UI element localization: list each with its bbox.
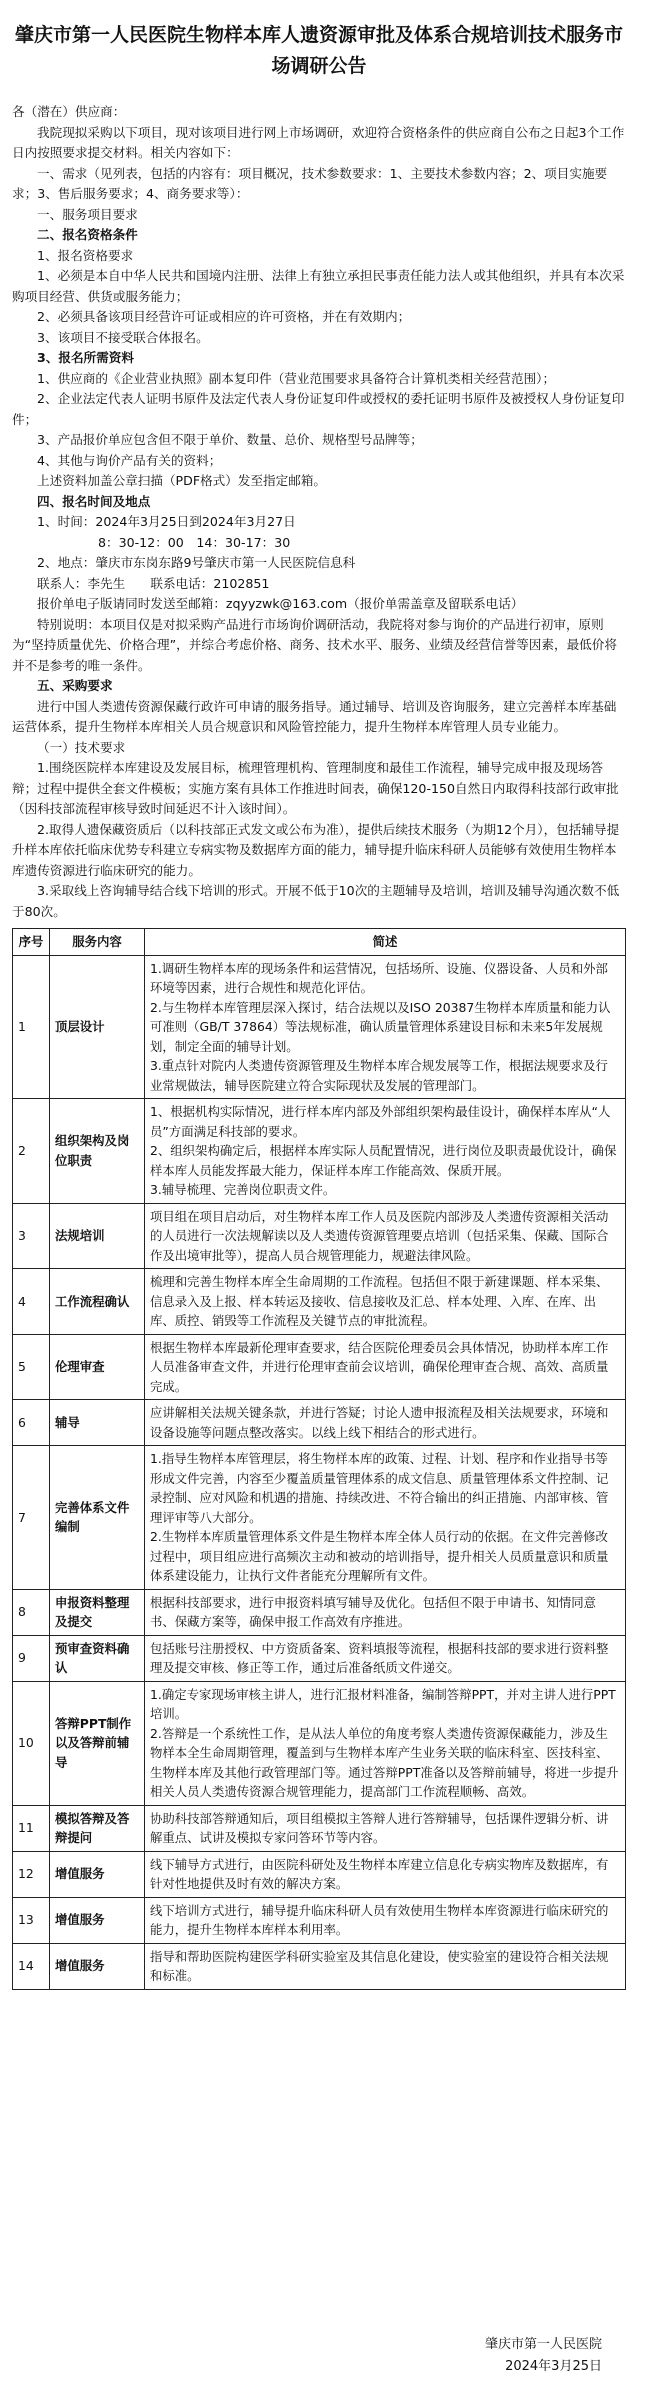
- row-description: [145, 1446, 626, 1590]
- section-4-title: 四、报名时间及地点: [37, 493, 151, 509]
- intro-text: 我院现拟采购以下项目，现对该项目进行网上市场调研，欢迎符合资格条件的供应商自公布之日起3个工作日内按照要求提交材料。相关内容如下：: [12, 124, 625, 160]
- section-1-title: 一、需求（见列表，包括的内容有：项目概况，技术参数要求：1、主要技术参数内容；2、项目实施要求；3、售后服务要求；4、商务要求等）：: [12, 165, 608, 201]
- description-paragraph: 项目组在项目启动后，对生物样本库工作人员及医院内部涉及人类遗传资源相关活动的人员进行一次法规解读以及人类遗传资源管理要点培训（包括采集、保藏、国际合作及出境审批等），提高人员合规管理能力，规避法律风险。: [150, 1208, 609, 1263]
- row-index: 5: [13, 1334, 50, 1400]
- table-row: [13, 1269, 626, 1335]
- contact-line: 联系人：李先生 联系电话：2102851: [37, 575, 270, 591]
- material-item: 1、供应商的《企业营业执照》副本复印件（营业范围要求具备符合计算机类相关经营范围）；: [37, 370, 556, 386]
- table-row: [13, 1805, 626, 1851]
- section-1-item: 一、服务项目要求: [37, 206, 138, 222]
- row-description: [145, 1897, 626, 1943]
- table-row: [13, 1099, 626, 1204]
- row-index: 7: [13, 1446, 50, 1590]
- page-title: 肇庆市第一人民医院生物样本库人遗资源审批及体系合规培训技术服务市场调研公告: [14, 24, 623, 77]
- requirement-item: 1.围绕医院样本库建设及发展目标，梳理管理机构、管理制度和最佳工作流程，辅导完成申报及现场答辩；过程中提供全套文件模板；实施方案有具体工作推进时间表，确保120-150自然日内取得科技部行政审批（因科技部流程审核导致时间延迟不计入该时间）。: [12, 760, 619, 816]
- description-paragraph: 1.指导生物样本库管理层，将生物样本库的政策、过程、计划、程序和作业指导书等形成文件完善，内容至少覆盖质量管理体系的成文信息、质量管理体系文件控制、记录控制、应对风险和机遇的措施、持续改进、不符合输出的纠正措施、内部审核、管理评审等八大部分。: [150, 1451, 609, 1525]
- row-description: [145, 1805, 626, 1851]
- row-service-name: 完善体系文件编制: [50, 1446, 145, 1590]
- row-description: [145, 1400, 626, 1446]
- row-description: [145, 1334, 626, 1400]
- row-service-name: 模拟答辩及答辩提问: [50, 1805, 145, 1851]
- row-description: [145, 1681, 626, 1805]
- location-line: 2、地点：肇庆市东岗东路9号肇庆市第一人民医院信息科: [37, 555, 356, 570]
- row-service-name: 法规培训: [50, 1203, 145, 1269]
- row-description: [145, 1943, 626, 1989]
- table-row: [13, 955, 626, 1099]
- table-row: [13, 1589, 626, 1635]
- description-paragraph: 协助科技部答辩通知后，项目组模拟主答辩人进行答辩辅导，包括课件逻辑分析、讲解重点、试讲及模拟专家问答环节等内容。: [150, 1810, 609, 1845]
- row-description: [145, 1851, 626, 1897]
- row-index: 8: [13, 1589, 50, 1635]
- description-paragraph: 线下培训方式进行，辅导提升临床科研人员有效使用生物样本库资源进行临床研究的能力，提升生物样本库样本利用率。: [150, 1902, 609, 1937]
- table-row: [13, 1681, 626, 1805]
- special-note: 特别说明：本项目仅是对拟采购产品进行市场询价调研活动，我院将对参与询价的产品进行初审，原则为“坚持质量优先、价格合理”，并综合考虑价格、商务、技术水平、服务、业绩及经营信誉等因素，最低价将并不是参考的唯一条件。: [12, 616, 617, 673]
- description-paragraph: 应讲解相关法规关键条款，并进行答疑；讨论人遗申报流程及相关法规要求，环境和设备设施等问题点整改落实。以线上线下相结合的形式进行。: [150, 1405, 609, 1440]
- table-row: [13, 1897, 626, 1943]
- material-item: 3、产品报价单应包含但不限于单价、数量、总价、规格型号品牌等；: [37, 432, 423, 447]
- section-5-sub: （一）技术要求: [37, 739, 126, 755]
- service-table: [12, 928, 626, 1990]
- material-item: 上述资料加盖公章扫描（PDF格式）发至指定邮箱。: [37, 473, 327, 488]
- section-2-sub-3: 3、报名所需资料: [37, 350, 134, 365]
- footer-date: 2024年3月25日: [505, 2359, 602, 2374]
- row-index: 11: [13, 1805, 50, 1851]
- header-index: 序号: [13, 929, 50, 956]
- requirement-item: 3.采取线上咨询辅导结合线下培训的形式。开展不低于10次的主题辅导及培训，培训及辅导沟通次数不低于80次。: [12, 883, 620, 919]
- table-header-row: [13, 929, 626, 956]
- row-service-name: 组织架构及岗位职责: [50, 1099, 145, 1204]
- row-index: 1: [13, 955, 50, 1099]
- row-service-name: 增值服务: [50, 1897, 145, 1943]
- row-index: 2: [13, 1099, 50, 1204]
- description-paragraph: 3.重点针对院内人类遗传资源管理及生物样本库合规发展等工作，根据法规要求及行业常规做法，辅导医院建立符合实际现状及发展的管理部门。: [150, 1058, 608, 1093]
- description-paragraph: 3.辅导梳理、完善岗位职责文件。: [150, 1182, 336, 1197]
- table-row: [13, 1400, 626, 1446]
- qualification-item: 2、必须具备该项目经营许可证或相应的许可资格，并在有效期内；: [37, 309, 411, 324]
- row-index: 10: [13, 1681, 50, 1805]
- description-paragraph: 包括账号注册授权、中方资质备案、资料填报等流程，根据科技部的要求进行资料整理及提交审核、修正等工作，通过后准备纸质文件递交。: [150, 1640, 609, 1675]
- row-index: 13: [13, 1897, 50, 1943]
- row-service-name: 申报资料整理及提交: [50, 1589, 145, 1635]
- material-item: 2、企业法定代表人证明书原件及法定代表人身份证复印件或授权的委托证明书原件及被授权人身份证复印件；: [12, 391, 625, 427]
- salutation: 各（潜在）供应商：: [12, 104, 126, 119]
- description-paragraph: 1.确定专家现场审核主讲人，进行汇报材料准备，编制答辩PPT，并对主讲人进行PPT培训。: [150, 1686, 616, 1721]
- material-item: 4、其他与询价产品有关的资料；: [37, 452, 222, 468]
- description-paragraph: 梳理和完善生物样本库全生命周期的工作流程。包括但不限于新建课题、样本采集、信息录入及上报、样本转运及接收、信息接收及汇总、样本处理、入库、在库、出库、质控、销毁等工作流程及关键节点的审批流程。: [150, 1274, 609, 1328]
- table-row: [13, 1203, 626, 1269]
- qualification-item: 1、必须是本自中华人民共和国境内注册、法律上有独立承担民事责任能力法人或其他组织，并具有本次采购项目经营、供货或服务能力；: [12, 268, 625, 304]
- description-paragraph: 根据科技部要求，进行申报资料填写辅导及优化。包括但不限于申请书、知情同意书、保藏方案等，确保申报工作高效有序推进。: [150, 1594, 597, 1629]
- row-service-name: 增值服务: [50, 1851, 145, 1897]
- description-paragraph: 2.与生物样本库管理层深入探讨，结合法规以及ISO 20387生物样本库质量和能力认可准则（GB/T 37864）等法规标准，确认质量管理体系建设目标和未来5年发展规划，制定全面的辅导计划。: [150, 999, 611, 1054]
- row-description: [145, 955, 626, 1099]
- table-row: [13, 1446, 626, 1590]
- row-service-name: 预审查资料确认: [50, 1635, 145, 1681]
- time-slot-line: 8：30-12：00 14：30-17：30: [98, 534, 291, 550]
- row-service-name: 答辩PPT制作以及答辩前辅导: [50, 1681, 145, 1805]
- footer-signature: [485, 2334, 602, 2378]
- description-paragraph: 1、根据机构实际情况，进行样本库内部及外部组织架构最佳设计，确保样本库从“人员”方面满足科技部的要求。: [150, 1104, 611, 1139]
- section-2-sub-1: 1、报名资格要求: [37, 247, 134, 263]
- row-description: [145, 1269, 626, 1335]
- header-desc: 简述: [145, 929, 626, 956]
- qualification-item: 3、该项目不接受联合体报名。: [37, 329, 209, 345]
- header-service: 服务内容: [50, 929, 145, 956]
- row-description: [145, 1099, 626, 1204]
- description-paragraph: 根据生物样本库最新伦理审查要求，结合医院伦理委员会具体情况，协助样本库工作人员准备审查文件，并进行伦理审查前会议培训，确保伦理审查合规、高效、高质量完成。: [150, 1339, 609, 1394]
- row-index: 14: [13, 1943, 50, 1989]
- row-description: [145, 1203, 626, 1269]
- section-5-intro: 进行中国人类遗传资源保藏行政许可申请的服务指导。通过辅导、培训及咨询服务，建立完善样本库基础运营体系，提升生物样本库相关人员合规意识和风险管控能力，提升生物样本库管理人员专业能力。: [12, 698, 617, 734]
- table-body: [13, 955, 626, 1989]
- row-index: 6: [13, 1400, 50, 1446]
- row-service-name: 辅导: [50, 1400, 145, 1446]
- footer-org: 肇庆市第一人民医院: [484, 2337, 602, 2352]
- description-paragraph: 2.生物样本库质量管理体系文件是生物样本库全体人员行动的依据。在文件完善修改过程中，项目组应进行高频次主动和被动的培训指导，提升相关人员质量意识和质量体系建设能力，让执行文件者能充分理解所有文件。: [150, 1529, 609, 1583]
- row-index: 3: [13, 1203, 50, 1269]
- row-service-name: 工作流程确认: [50, 1269, 145, 1335]
- table-row: [13, 1334, 626, 1400]
- row-service-name: 顶层设计: [50, 955, 145, 1099]
- description-paragraph: 指导和帮助医院构建医学科研实验室及其信息化建设，使实验室的建设符合相关法规和标准。: [150, 1948, 609, 1983]
- description-paragraph: 2、组织架构确定后，根据样本库实际人员配置情况，进行岗位及职责最优设计，确保样本库人员能发挥最大能力，保证样本库工作能高效、保质开展。: [150, 1143, 617, 1178]
- row-index: 9: [13, 1635, 50, 1681]
- row-service-name: 伦理审查: [50, 1334, 145, 1400]
- description-paragraph: 1.调研生物样本库的现场条件和运营情况，包括场所、设施、仪器设备、人员和外部环境等因素，进行合规性和规范化评估。: [150, 960, 608, 995]
- row-description: [145, 1635, 626, 1681]
- row-service-name: 增值服务: [50, 1943, 145, 1989]
- description-paragraph: 线下辅导方式进行，由医院科研处及生物样本库建立信息化专病实物库及数据库，有针对性地提供及时有效的解决方案。: [150, 1856, 609, 1891]
- description-paragraph: 2.答辩是一个系统性工作，是从法人单位的角度考察人类遗传资源保藏能力，涉及生物样本全生命周期管理，覆盖到与生物样本库产生业务关联的临床科室、医技科室、生物样本库及其他行政管理部门等。通过答辩PPT准备以及答辩前辅导，将进一步提升相关人员人类遗传资源合规管理能力，提高部门工作流程顺畅、高效。: [150, 1725, 619, 1799]
- table-row: [13, 1635, 626, 1681]
- time-line: 1、时间：2024年3月25日到2024年3月27日: [37, 514, 296, 529]
- table-row: [13, 1851, 626, 1897]
- requirement-item: 2.取得人遗保藏资质后（以科技部正式发文或公布为准），提供后续技术服务（为期12个月），包括辅导提升样本库依托临床优势专科建立专病实物及数据库方面的能力，辅导提升临床科研人员能够有效使用生物样本库遗传资源进行临床研究的能力。: [12, 821, 620, 878]
- section-5-title: 五、采购要求: [37, 678, 113, 693]
- email-line: 报价单电子版请同时发送至邮箱：zqyyzwk@163.com（报价单需盖章及留联系电话）: [37, 596, 524, 611]
- row-description: [145, 1589, 626, 1635]
- section-2-title: 二、报名资格条件: [37, 227, 138, 242]
- row-index: 4: [13, 1269, 50, 1335]
- row-index: 12: [13, 1851, 50, 1897]
- table-row: [13, 1943, 626, 1989]
